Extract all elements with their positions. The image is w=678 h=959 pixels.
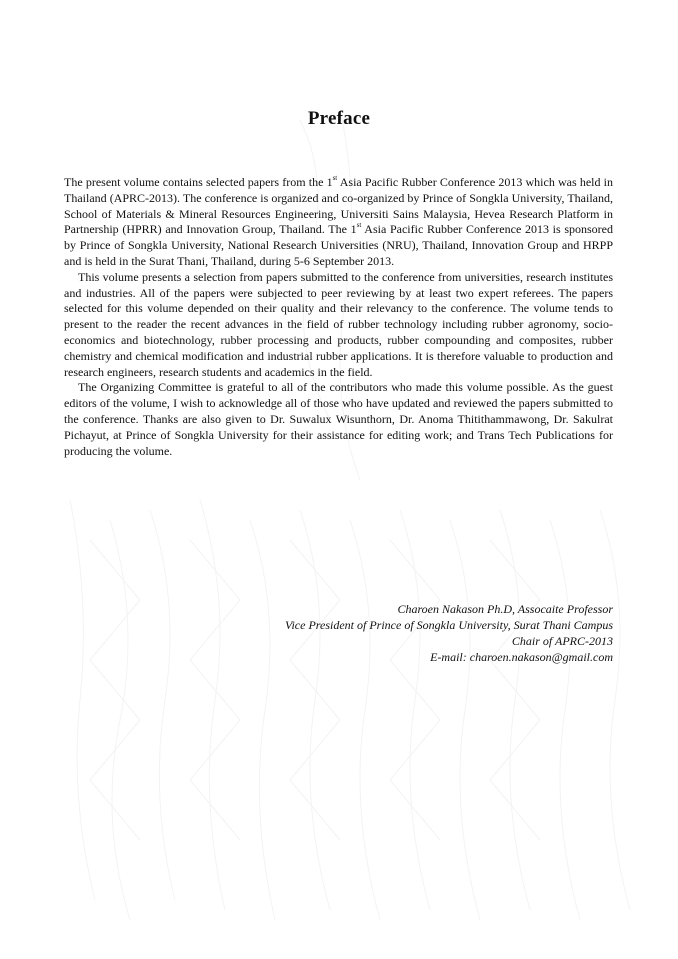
signature-position: Vice President of Prince of Songkla University, Surat Thani Campus bbox=[285, 618, 613, 632]
signature-block bbox=[200, 601, 613, 665]
signature-email: E-mail: charoen.nakason@gmail.com bbox=[430, 650, 613, 664]
paragraph-selection: This volume presents a selection from papers submitted to the conference from universities, research institutes and industries. All of the papers were subjected to peer reviewing by at least two expert referees. The papers selected for this volume depended on their quality and their relevancy to the conference. The volume tends to present to the reader the recent advances in the field of rubber technology including rubber agronomy, socio-economics and biotechnology, rubber processing and products, rubber compounding and composites, rubber chemistry and chemical modification and industrial rubber applications. It is therefore valuable to production and research engineers, research students and academics in the field. bbox=[64, 269, 613, 379]
paragraph-acknowledgements: The Organizing Committee is grateful to all of the contributors who made this volume possible. As the guest editors of the volume, I wish to acknowledge all of those who have updated and reviewed the papers submitted to the conference. Thanks are also given to Dr. Suwalux Wisunthorn, Dr. Anoma Thitithammawong, Dr. Sakulrat Pichayut, at Prince of Songkla University for their assistance for editing work; and Trans Tech Publications for producing the volume. bbox=[64, 380, 613, 458]
paragraph-intro-text-1: The present volume contains selected papers from the 1 bbox=[64, 175, 333, 189]
ordinal-superscript: st bbox=[356, 221, 362, 230]
signature-name: Charoen Nakason Ph.D, Assocaite Professor bbox=[397, 602, 613, 616]
ordinal-superscript: st bbox=[332, 174, 338, 182]
page-title: Preface bbox=[307, 108, 371, 129]
preface-body bbox=[64, 175, 613, 459]
signature-role: Chair of APRC-2013 bbox=[511, 634, 613, 648]
paragraph-intro-text-2: Asia Pacific Rubber Conference 2013 which was held in Thailand (APRC-2013). The conference is organized and co-organized by Prince of Songkla University, Thailand, School of Materials & Mineral Resources Engineering, Universiti Sains Malaysia, Hevea Research Platform in Partnership (HPRR) and Innovation Group, Thailand. The 1 bbox=[64, 175, 613, 237]
paragraph-intro-text-3: Asia Pacific Rubber Conference 2013 is sponsored by Prince of Songkla University, National Research Universities (NRU), Thailand, Innovation Group and HRPP and is held in the Surat Thani, Thailand, during 5-6 September 2013. bbox=[64, 222, 613, 268]
paragraph-intro bbox=[64, 175, 613, 270]
